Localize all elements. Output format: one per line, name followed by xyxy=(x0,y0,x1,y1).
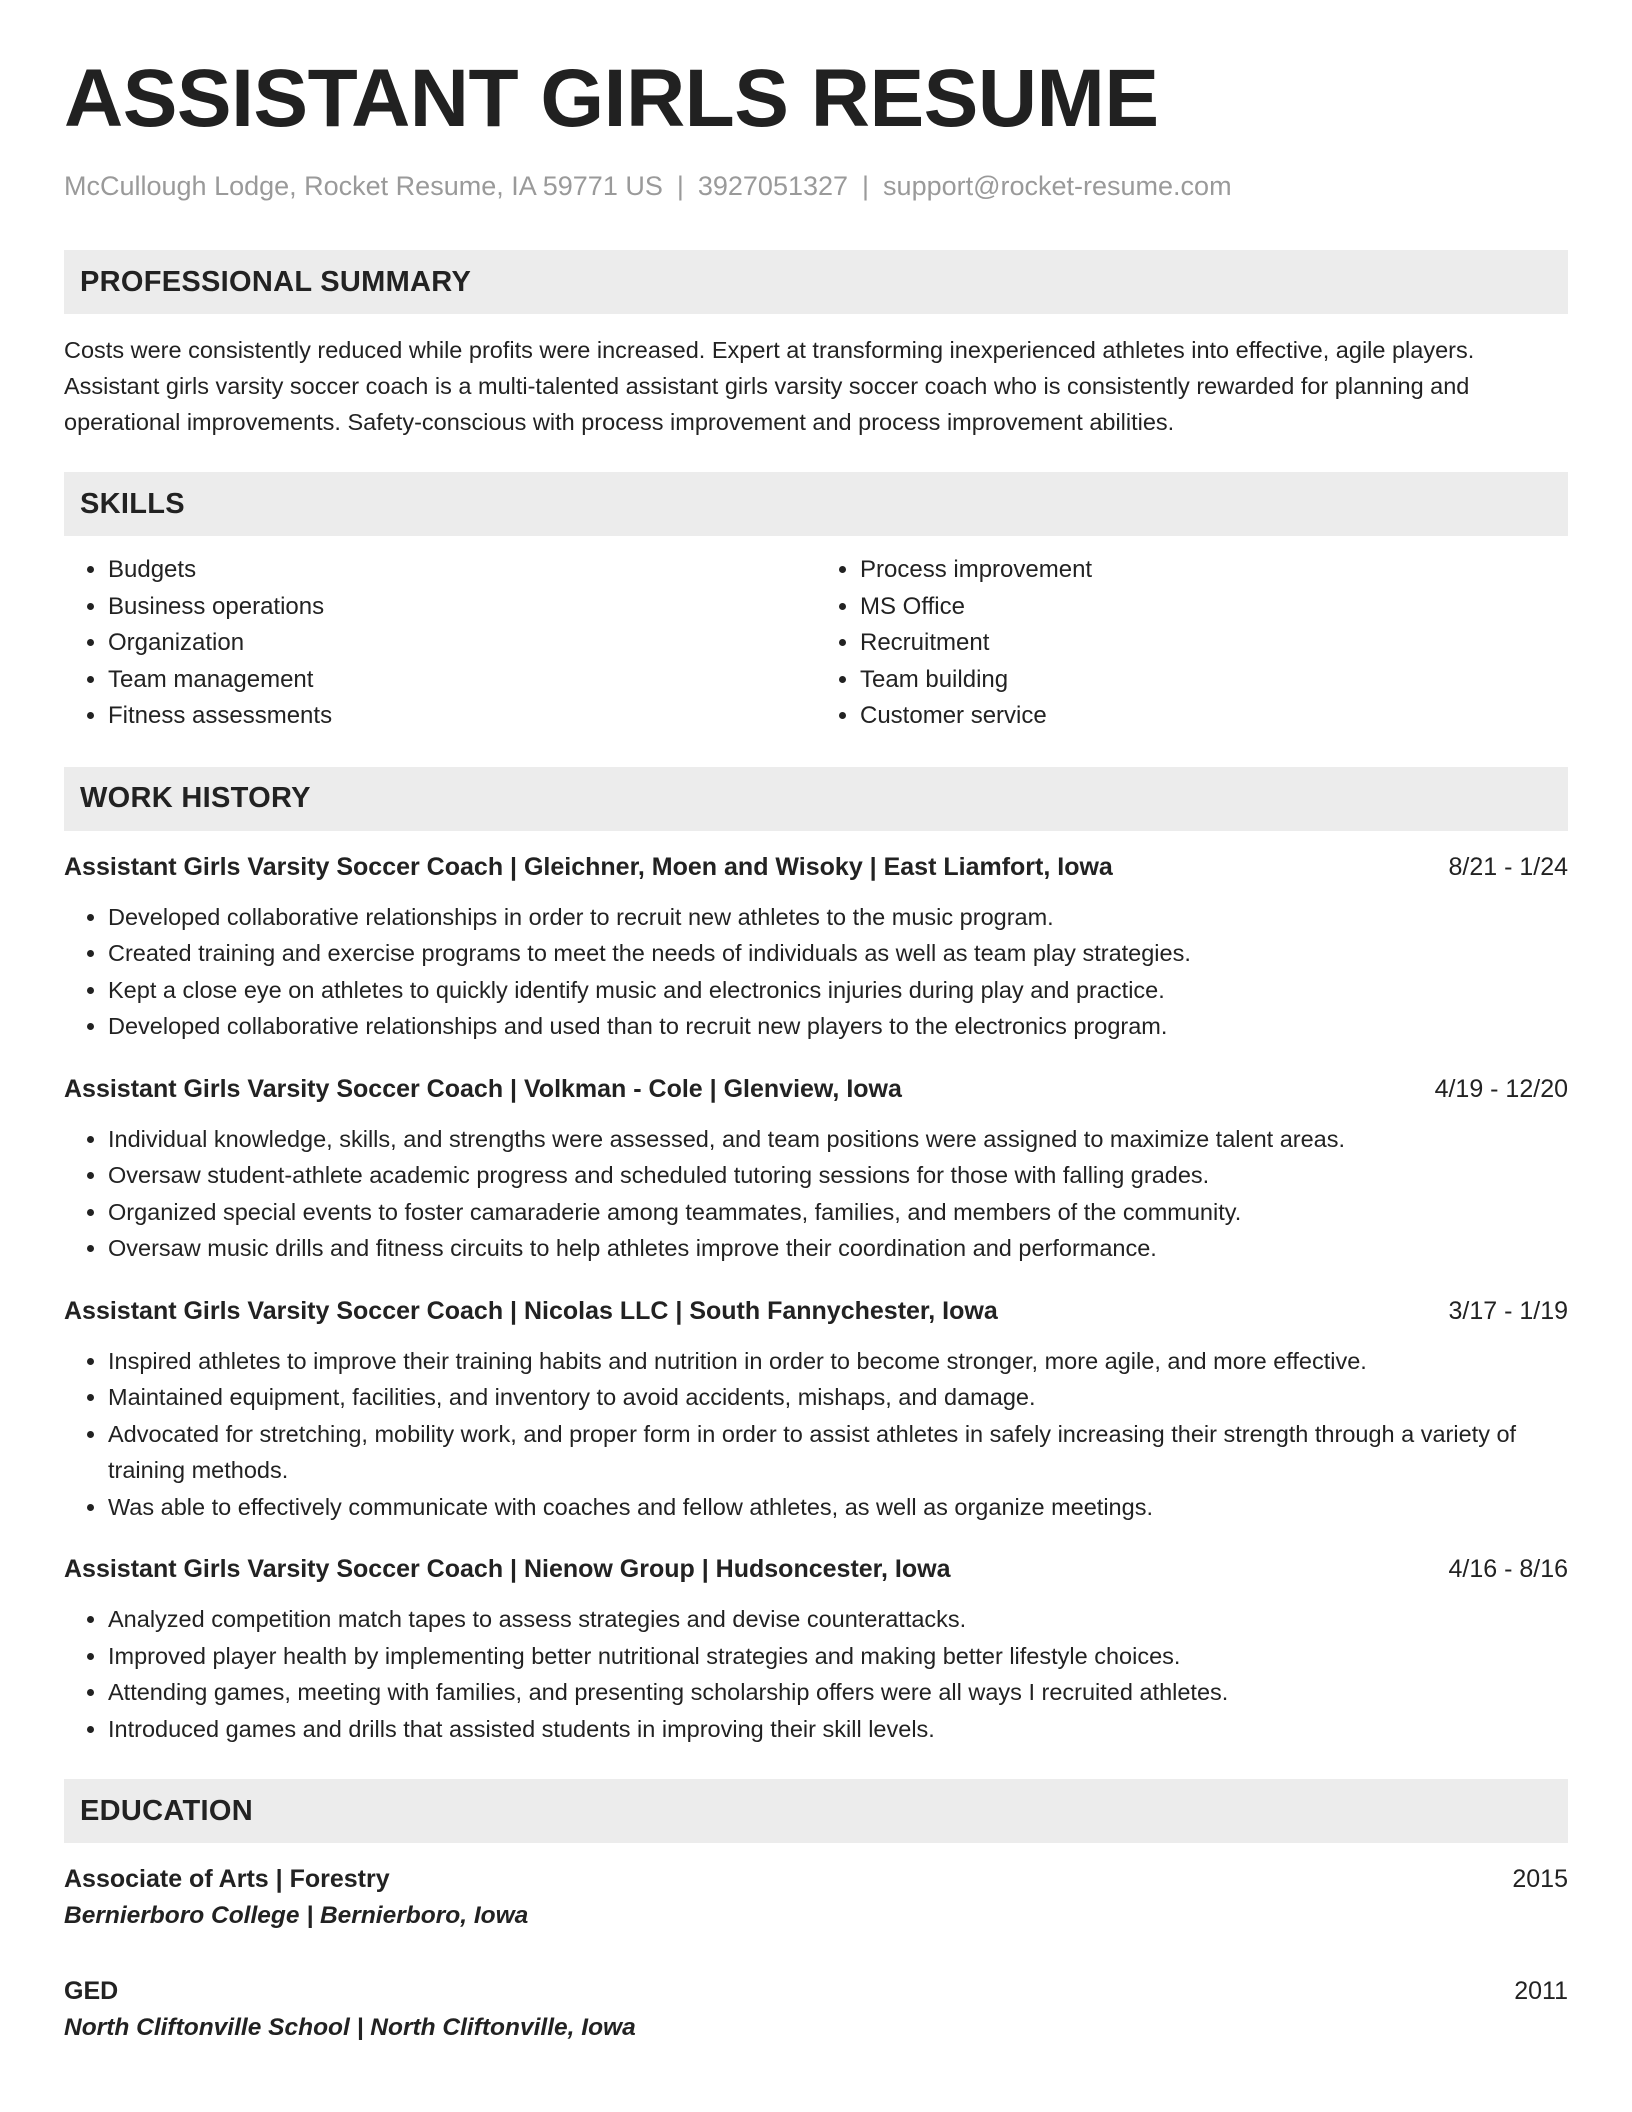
job-bullet: • Maintained equipment, facilities, and inventory to avoid accidents, mishaps, and damage. xyxy=(108,1379,1568,1416)
job-title: Assistant Girls Varsity Soccer Coach | Nienow Group | Hudsoncester, Iowa xyxy=(64,1555,951,1584)
skills-column-left xyxy=(64,552,816,735)
skill-item: • Process improvement xyxy=(860,552,1568,589)
skill-item: • MS Office xyxy=(860,589,1568,626)
skill-item: • Customer service xyxy=(860,698,1568,735)
job-bullet: • Introduced games and drills that assisted students in improving their skill levels. xyxy=(108,1711,1568,1748)
education-heading: EDUCATION xyxy=(64,1779,1568,1843)
skills-column-right xyxy=(816,552,1568,735)
contact-line xyxy=(64,170,1568,202)
job-bullet: • Kept a close eye on athletes to quickly identify music and electronics injuries during play and practice. xyxy=(108,972,1568,1009)
contact-address: McCullough Lodge, Rocket Resume, IA 59771 US xyxy=(64,171,663,201)
job-bullets xyxy=(64,1343,1568,1526)
job-entry xyxy=(64,849,1568,1045)
job-bullet: • Organized special events to foster camaraderie among teammates, families, and members of the community. xyxy=(108,1194,1568,1231)
job-entry xyxy=(64,1293,1568,1526)
education-header xyxy=(64,1973,1568,2009)
job-title: Assistant Girls Varsity Soccer Coach | Volkman - Cole | Glenview, Iowa xyxy=(64,1074,902,1103)
job-header xyxy=(64,1293,1568,1329)
summary-heading: PROFESSIONAL SUMMARY xyxy=(64,250,1568,314)
job-date: 3/17 - 1/19 xyxy=(1448,1296,1568,1325)
education-degree: Associate of Arts | Forestry xyxy=(64,1865,390,1894)
job-bullet: • Attending games, meeting with families, and presenting scholarship offers were all ways I recruited athletes. xyxy=(108,1674,1568,1711)
contact-email: support@rocket-resume.com xyxy=(883,171,1232,201)
job-bullets xyxy=(64,1121,1568,1267)
job-bullets xyxy=(64,1601,1568,1747)
job-title: Assistant Girls Varsity Soccer Coach | Nicolas LLC | South Fannychester, Iowa xyxy=(64,1296,998,1325)
education-entry xyxy=(64,1973,1568,2047)
skill-item: • Team building xyxy=(860,662,1568,699)
job-bullet: • Developed collaborative relationships in order to recruit new athletes to the music program. xyxy=(108,899,1568,936)
education-school: North Cliftonville School | North Cliftonville, Iowa xyxy=(64,2014,636,2042)
education-degree: GED xyxy=(64,1977,119,2006)
education-year: 2015 xyxy=(1512,1865,1568,1894)
job-bullet: • Inspired athletes to improve their training habits and nutrition in order to become stronger, more agile, and more effective. xyxy=(108,1343,1568,1380)
skill-item: • Team management xyxy=(108,662,816,699)
education-school: Bernierboro College | Bernierboro, Iowa xyxy=(64,1902,529,1930)
work-history-heading: WORK HISTORY xyxy=(64,767,1568,831)
job-header xyxy=(64,1551,1568,1587)
job-bullet: • Oversaw music drills and fitness circuits to help athletes improve their coordination and performance. xyxy=(108,1230,1568,1267)
contact-separator: | xyxy=(676,171,684,201)
skill-item: • Fitness assessments xyxy=(108,698,816,735)
skills-heading: SKILLS xyxy=(64,472,1568,536)
job-bullet: • Oversaw student-athlete academic progress and scheduled tutoring sessions for those with falling grades. xyxy=(108,1157,1568,1194)
job-bullets xyxy=(64,899,1568,1045)
skill-item: • Recruitment xyxy=(860,625,1568,662)
education-year: 2011 xyxy=(1514,1977,1568,2006)
job-date: 8/21 - 1/24 xyxy=(1448,852,1568,881)
skill-item: • Budgets xyxy=(108,552,816,589)
job-header xyxy=(64,1071,1568,1107)
job-date: 4/19 - 12/20 xyxy=(1434,1074,1568,1103)
job-bullet: • Individual knowledge, skills, and strengths were assessed, and team positions were assigned to maximize talent areas. xyxy=(108,1121,1568,1158)
job-bullet: • Created training and exercise programs to meet the needs of individuals as well as team play strategies. xyxy=(108,935,1568,972)
contact-separator: | xyxy=(862,171,870,201)
job-bullet: • Advocated for stretching, mobility work, and proper form in order to assist athletes in safely increasing their strength through a variety of training methods. xyxy=(108,1416,1568,1489)
job-date: 4/16 - 8/16 xyxy=(1448,1555,1568,1584)
job-header xyxy=(64,849,1568,885)
job-entry xyxy=(64,1071,1568,1267)
job-bullet: • Improved player health by implementing better nutritional strategies and making better lifestyle choices. xyxy=(108,1638,1568,1675)
skill-item: • Organization xyxy=(108,625,816,662)
job-bullet: • Analyzed competition match tapes to assess strategies and devise counterattacks. xyxy=(108,1601,1568,1638)
resume-name: ASSISTANT GIRLS RESUME xyxy=(64,53,1159,144)
contact-phone: 3927051327 xyxy=(697,171,849,201)
education-entry xyxy=(64,1861,1568,1935)
job-title: Assistant Girls Varsity Soccer Coach | Gleichner, Moen and Wisoky | East Liamfort, Iowa xyxy=(64,852,1113,881)
job-entry xyxy=(64,1551,1568,1747)
skill-item: • Business operations xyxy=(108,589,816,626)
education-header xyxy=(64,1861,1568,1897)
job-bullet: • Was able to effectively communicate with coaches and fellow athletes, as well as organize meetings. xyxy=(108,1489,1568,1526)
skills-list xyxy=(64,552,1568,735)
summary-text: Costs were consistently reduced while profits were increased. Expert at transforming inexperienced athletes into effective, agile players. Assistant girls varsity soccer coach is a multi-talented assistant girls varsity soccer coach who is consistently rewarded for planning and operational improvements. Safety-conscious with process improvement and process improvement abilities. xyxy=(64,337,1475,436)
job-bullet: • Developed collaborative relationships and used than to recruit new players to the electronics program. xyxy=(108,1008,1568,1045)
